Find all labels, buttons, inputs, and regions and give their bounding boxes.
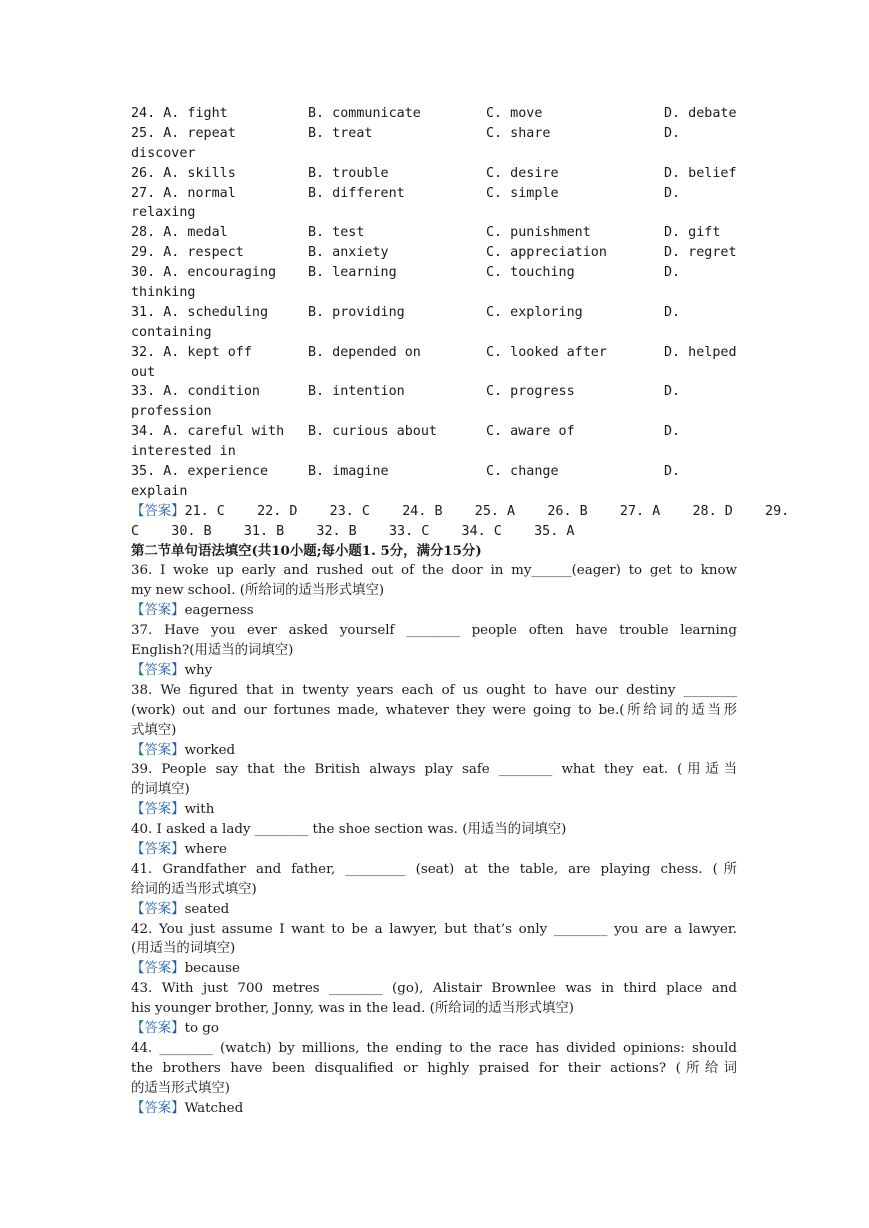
mcq-row [131,164,737,184]
option-b: B. depended on [308,344,421,360]
answer-tag: 【答案】 [131,841,185,857]
option-d: D. [664,265,681,281]
option-a: 24. A. fight [131,106,228,121]
mcq-row [131,223,737,243]
answer-tag: 【答案】 [131,802,185,818]
question-line: 38. We figured that in twenty years each of us ought to have our destiny ________ [131,682,737,698]
answer-text: Watched [184,1100,244,1116]
answer-text: 21. C 22. D 23. C 24. B 25. A 26. B 27. A 28. D 29. [184,503,790,519]
option-b: B. test [308,225,365,241]
question-line: English?(用适当的词填空) [131,643,294,659]
option-d-continuation: out [131,364,156,380]
option-a: 27. A. normal [131,185,236,201]
option-c: C. move [486,106,543,121]
answer-tag: 【答案】 [131,603,185,619]
option-c: C. change [486,464,559,480]
option-b: B. trouble [308,165,389,181]
question-line: the brothers have been disqualified or highly praised for their actions? (所给词 [131,1060,737,1076]
answer-text: worked [184,742,236,758]
option-a: 28. A. medal [131,225,228,241]
answer-text: to go [184,1020,219,1036]
answer-text: with [184,802,215,818]
option-d: D. [664,304,681,320]
option-d: D. regret [664,245,737,261]
option-b: B. intention [308,384,405,400]
mcq-row [131,462,737,482]
answer-tag: 【答案】 [131,662,185,678]
answer-line [131,601,737,621]
answer-line [131,840,737,860]
mcq-row [131,382,737,402]
option-a: 35. A. experience [131,464,269,480]
option-b: B. different [308,185,405,201]
mcq-row [131,184,737,204]
answer-line [131,1019,737,1039]
question-line: (work) out and our fortunes made, whatever they were going to be.(所给词的适当形 [131,702,737,718]
option-b: B. treat [308,125,373,141]
answer-tag: 【答案】 [131,1100,185,1116]
option-d: D. [664,464,681,480]
option-d: D. belief [664,165,737,181]
answer-line [131,959,737,979]
question-line: 37. Have you ever asked yourself ________ people often have trouble learning [131,623,737,639]
option-d: D. [664,185,681,201]
option-b: B. providing [308,304,405,320]
answer-tag: 【答案】 [131,961,185,977]
option-b: B. anxiety [308,245,389,261]
option-c: C. exploring [486,304,583,320]
option-c: C. appreciation [486,245,607,261]
option-d-continuation: containing [131,324,212,340]
mcq-row [131,124,737,144]
option-c: C. desire [486,165,559,181]
answer-tag: 【答案】 [131,503,185,519]
mcq-answer-line [131,502,790,522]
question-line: his younger brother, Jonny, was in the lead. (所给词的适当形式填空) [131,1001,574,1017]
option-a: 25. A. repeat [131,125,236,141]
question-line: 44. ________ (watch) by millions, the ending to the race has divided opinions: should [131,1040,737,1056]
document-page [131,104,790,1118]
option-d-continuation: relaxing [131,205,196,221]
question-line: (用适当的词填空) [131,941,236,957]
answer-tag: 【答案】 [131,901,185,917]
option-d: D. [664,424,681,440]
option-a: 31. A. scheduling [131,304,269,320]
option-d: D. [664,384,681,400]
question-line: 41. Grandfather and father, _________ (seat) at the table, are playing chess. (所 [131,861,737,877]
option-c: C. progress [486,384,575,400]
option-a: 32. A. kept off [131,344,252,360]
question-line: 的适当形式填空) [131,1080,230,1096]
answer-line [131,800,737,820]
question-line: 43. With just 700 metres ________ (go), Alistair Brownlee was in third place and [131,981,737,997]
answer-line [131,741,737,761]
question-line: 式填空) [131,722,177,738]
option-c: C. looked after [486,344,607,360]
option-c: C. simple [486,185,559,201]
option-a: 30. A. encouraging [131,265,277,281]
option-d: D. debate [664,106,737,121]
option-d: D. [664,125,681,141]
option-b: B. communicate [308,106,421,121]
question-line: my new school. (所给词的适当形式填空) [131,583,385,599]
answer-text: seated [184,901,230,917]
option-c: C. aware of [486,424,575,440]
answer-line [131,900,737,920]
mcq-row [131,422,737,442]
question-line: 给词的适当形式填空) [131,881,257,897]
option-a: 33. A. condition [131,384,260,400]
option-d-continuation: discover [131,145,196,161]
answer-text: why [184,662,213,678]
option-a: 29. A. respect [131,245,244,261]
option-d: D. gift [664,225,721,241]
option-b: B. imagine [308,464,389,480]
option-b: B. curious about [308,424,437,440]
question-line: 39. People say that the British always play safe ________ what they eat. (用适当 [131,762,737,778]
mcq-row [131,343,737,363]
answer-text: where [184,841,227,857]
mcq-row [131,263,737,283]
answer-text: because [184,961,240,977]
answer-tag: 【答案】 [131,1020,185,1036]
section-title: 第二节单句语法填空(共10小题;每小题1. 5分，满分15分) [131,542,482,559]
option-d-continuation: profession [131,404,212,420]
question-line: 40. I asked a lady ________ the shoe section was. (用适当的词填空) [131,822,567,838]
option-a: 26. A. skills [131,165,236,181]
option-d-continuation: explain [131,483,188,499]
option-d-continuation: interested in [131,444,236,460]
question-line: 42. You just assume I want to be a lawyer, but that’s only ________ you are a lawyer. [131,921,737,937]
option-b: B. learning [308,265,397,281]
answer-text: eagerness [184,603,254,619]
option-d: D. helped [664,344,737,360]
question-line: 36. I woke up early and rushed out of the door in my______(eager) to get to know [131,563,737,579]
question-line: 的词填空) [131,782,190,798]
option-c: C. touching [486,265,575,281]
mcq-row [131,104,737,124]
answer-line [131,1099,737,1119]
mcq-row [131,303,737,323]
option-a: 34. A. careful with [131,424,285,440]
answer-line [131,661,737,681]
mcq-row [131,243,737,263]
mcq-answer-line: C 30. B 31. B 32. B 33. C 34. C 35. A [131,523,575,539]
answer-tag: 【答案】 [131,742,185,758]
option-c: C. share [486,125,551,141]
option-d-continuation: thinking [131,285,196,301]
option-c: C. punishment [486,225,591,241]
